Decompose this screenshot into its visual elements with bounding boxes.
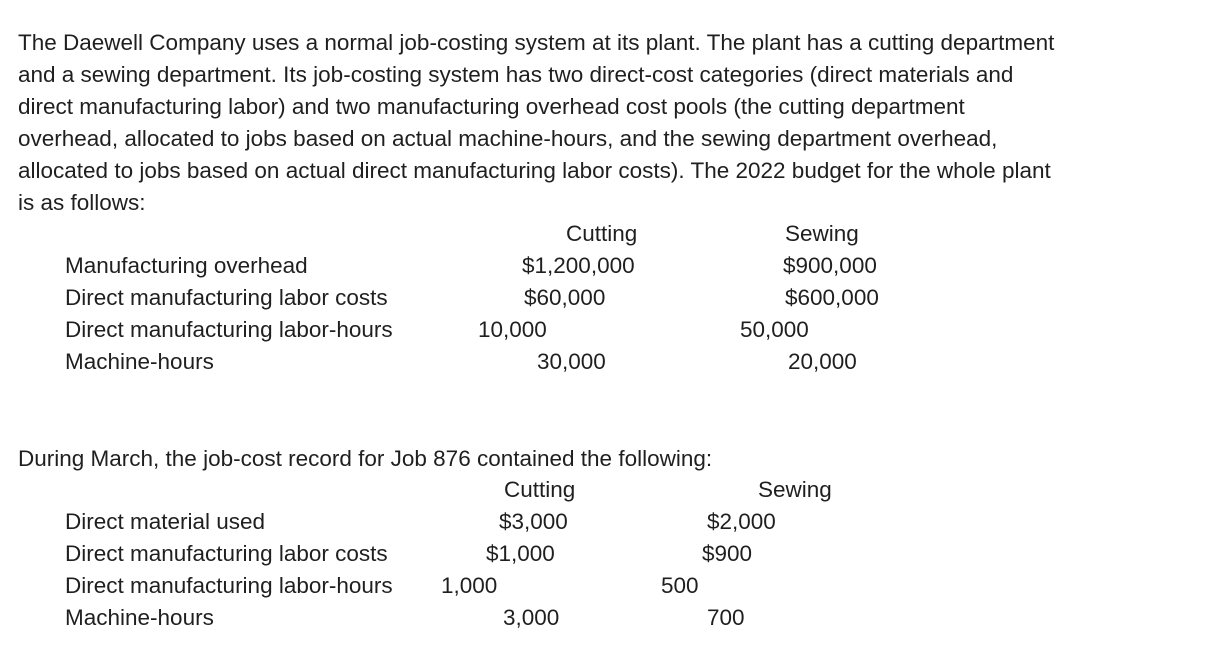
job-row-label: Direct manufacturing labor-hours (65, 573, 393, 598)
job-header-sewing: Sewing (758, 477, 832, 502)
budget-row-label: Machine-hours (65, 349, 214, 374)
budget-cutting-value: $60,000 (524, 285, 606, 310)
job-sewing-value: $900 (702, 541, 753, 566)
intro-line: The Daewell Company uses a normal job-costing system at its plant. The plant has a cutting department (18, 30, 1055, 55)
intro-line: is as follows: (18, 190, 146, 215)
budget-sewing-value: $600,000 (785, 285, 879, 310)
intro-line: direct manufacturing labor) and two manufacturing overhead cost pools (the cutting department (18, 94, 965, 119)
budget-cutting-value: 10,000 (478, 317, 547, 342)
march-intro: During March, the job-cost record for Job 876 contained the following: (18, 446, 713, 471)
budget-sewing-value: 20,000 (788, 349, 857, 374)
budget-row-label: Manufacturing overhead (65, 253, 308, 278)
job-sewing-value: 700 (707, 605, 745, 630)
job-cutting-value: 1,000 (441, 573, 498, 598)
job-sewing-value: 500 (661, 573, 699, 598)
budget-header-sewing: Sewing (785, 221, 859, 246)
intro-line: and a sewing department. Its job-costing system has two direct-cost categories (direct materials and (18, 62, 1014, 87)
budget-row-label: Direct manufacturing labor costs (65, 285, 388, 310)
job-cutting-value: $3,000 (499, 509, 568, 534)
budget-cutting-value: 30,000 (537, 349, 606, 374)
budget-header-cutting: Cutting (566, 221, 638, 246)
job-header-cutting: Cutting (504, 477, 576, 502)
budget-sewing-value: $900,000 (783, 253, 877, 278)
budget-sewing-value: 50,000 (740, 317, 809, 342)
job-row-label: Direct manufacturing labor costs (65, 541, 388, 566)
problem-intro-paragraph (18, 27, 1208, 219)
job-sewing-value: $2,000 (707, 509, 776, 534)
job-row-label: Machine-hours (65, 605, 214, 630)
job-cutting-value: $1,000 (486, 541, 555, 566)
budget-row-label: Direct manufacturing labor-hours (65, 317, 393, 342)
intro-line: allocated to jobs based on actual direct manufacturing labor costs). The 2022 budget for the whole plant (18, 158, 1051, 183)
intro-line: overhead, allocated to jobs based on actual machine-hours, and the sewing department overhead, (18, 126, 998, 151)
job-cutting-value: 3,000 (503, 605, 560, 630)
job-row-label: Direct material used (65, 509, 266, 534)
budget-cutting-value: $1,200,000 (522, 253, 635, 278)
